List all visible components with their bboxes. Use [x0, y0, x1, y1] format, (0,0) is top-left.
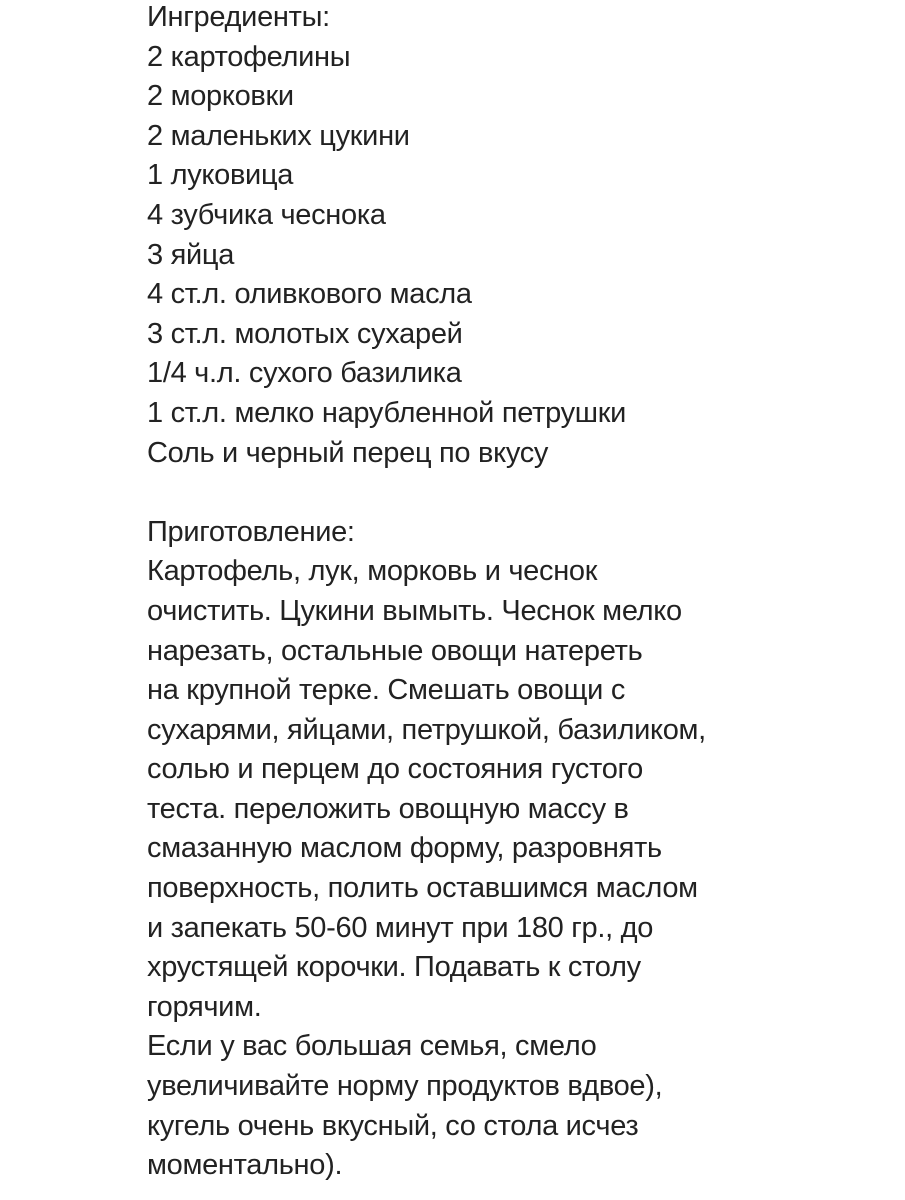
preparation-line: хрустящей корочки. Подавать к столу — [147, 951, 641, 984]
preparation-line: Картофель, лук, морковь и чеснок — [147, 555, 598, 588]
preparation-line: поверхность, полить оставшимся маслом — [147, 872, 698, 905]
preparation-line: сухарями, яйцами, петрушкой, базиликом, — [147, 713, 706, 746]
preparation-line: на крупной терке. Смешать овощи с — [147, 674, 626, 707]
preparation-line: солью и перцем до состояния густого — [147, 753, 644, 786]
preparation-line: очистить. Цукини вымыть. Чеснок мелко — [147, 594, 682, 627]
ingredient-item: 2 морковки — [147, 80, 294, 113]
ingredient-item: 2 картофелины — [147, 40, 351, 73]
recipe-text — [147, 0, 887, 1186]
preparation-line: смазанную маслом форму, разровнять — [147, 832, 662, 865]
ingredient-item: 3 яйца — [147, 238, 235, 271]
preparation-line: теста. переложить овощную массу в — [147, 792, 629, 825]
preparation-section — [147, 513, 887, 1186]
preparation-line: горячим. — [147, 990, 262, 1023]
preparation-line: моментально). — [147, 1149, 343, 1182]
preparation-heading: Приготовление: — [147, 515, 355, 548]
ingredient-item: 2 маленьких цукини — [147, 119, 410, 152]
preparation-line: Если у вас большая семья, смело — [147, 1030, 597, 1063]
preparation-line: кугель очень вкусный, со стола исчез — [147, 1109, 639, 1142]
ingredient-item: 4 ст.л. оливкового масла — [147, 278, 472, 311]
ingredient-item: 4 зубчика чеснока — [147, 198, 386, 231]
ingredients-section — [147, 0, 887, 473]
ingredient-item: 1/4 ч.л. сухого базилика — [147, 357, 462, 390]
preparation-line: увеличивайте норму продуктов вдвое), — [147, 1070, 663, 1103]
ingredient-item: Соль и черный перец по вкусу — [147, 436, 549, 469]
ingredient-item: 1 ст.л. мелко нарубленной петрушки — [147, 396, 627, 429]
ingredient-item: 3 ст.л. молотых сухарей — [147, 317, 463, 350]
preparation-line: нарезать, остальные овощи натереть — [147, 634, 643, 667]
preparation-line: и запекать 50-60 минут при 180 гр., до — [147, 911, 654, 944]
section-spacer — [147, 473, 887, 513]
ingredients-heading: Ингредиенты: — [147, 1, 330, 33]
ingredient-item: 1 луковица — [147, 159, 294, 192]
